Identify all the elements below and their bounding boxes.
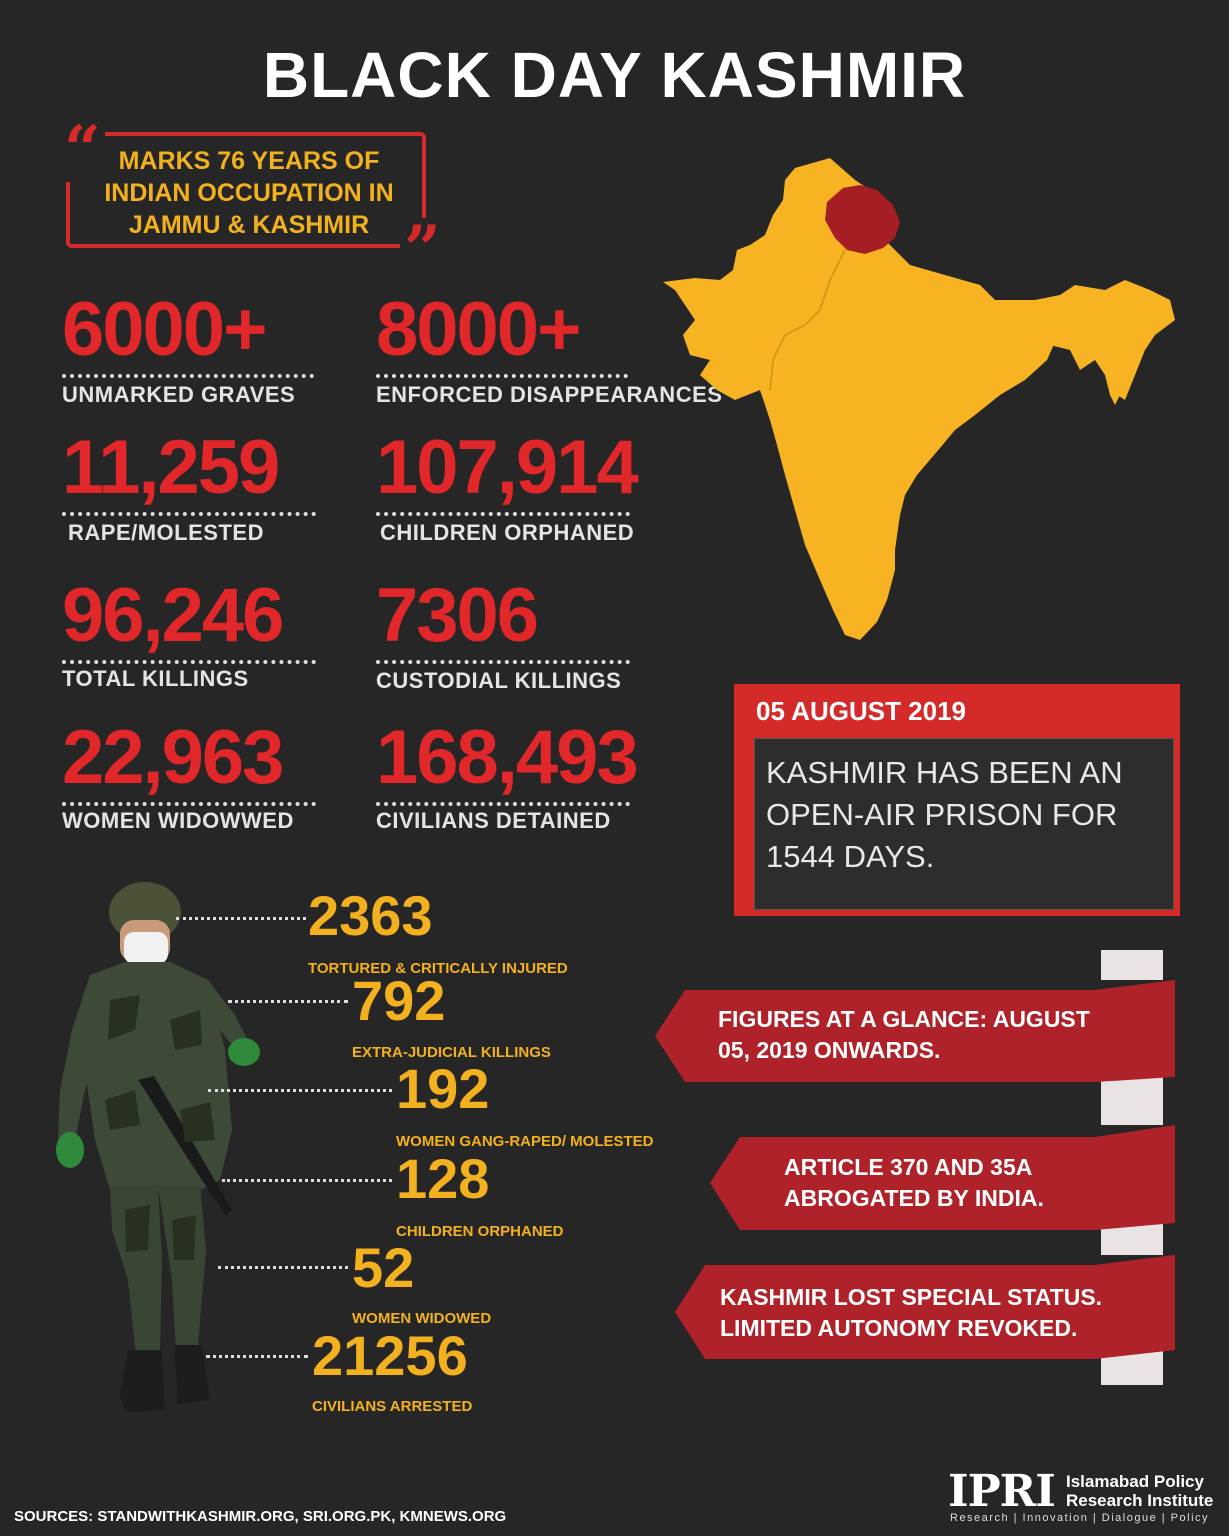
soldier-right-boot [174, 1345, 210, 1404]
figure-label: EXTRA-JUDICIAL KILLINGS [352, 1044, 551, 1061]
august-heading: 05 AUGUST 2019 [756, 696, 967, 726]
stat-value: 107,914 [376, 425, 637, 510]
page-title: BLACK DAY KASHMIR [262, 39, 967, 111]
ipri-logo: IPRI [948, 1466, 1055, 1517]
ipri-name-line2: Research Institute [1066, 1491, 1214, 1510]
figure-label: TORTURED & CRITICALLY INJURED [308, 960, 568, 977]
stat-civilians-detained [376, 715, 637, 834]
dotted-divider [62, 512, 316, 516]
ribbon-text-figures: FIGURES AT A GLANCE: AUGUST 05, 2019 ONWARDS. [718, 1006, 1090, 1063]
figure-label: CIVILIANS ARRESTED [312, 1398, 473, 1415]
dotted-divider [376, 512, 630, 516]
figure-label: WOMEN WIDOWED [352, 1310, 492, 1327]
stat-value: 22,963 [62, 715, 283, 800]
soldier-right-leg [158, 1185, 206, 1350]
quote-text: MARKS 76 YEARS OF INDIAN OCCUPATION IN JAMMU & KASHMIR [104, 147, 394, 239]
figure-value: 128 [396, 1147, 490, 1210]
dotted-divider [62, 374, 314, 378]
figure-value: 52 [352, 1236, 415, 1299]
leader-line [218, 1266, 348, 1269]
figure-value: 21256 [312, 1324, 468, 1387]
soldier-left-arm [58, 975, 98, 1145]
soldier-right-glove [228, 1038, 260, 1066]
stat-value: 8000+ [376, 287, 580, 372]
figure-label: CHILDREN ORPHANED [396, 1223, 564, 1240]
dotted-divider [376, 660, 630, 664]
ribbon-text-special-status: KASHMIR LOST SPECIAL STATUS. LIMITED AUTONOMY REVOKED. [720, 1284, 1103, 1341]
sources-text: SOURCES: STANDWITHKASHMIR.ORG, SRI.ORG.PK, KMNEWS.ORG [14, 1508, 507, 1525]
dotted-divider [376, 802, 630, 806]
pole-segment [1101, 950, 1163, 980]
stat-total-killings [62, 573, 316, 692]
figure-extra-judicial-killings [352, 969, 551, 1061]
august-text: KASHMIR HAS BEEN AN OPEN-AIR PRISON FOR 1544 DAYS. [766, 755, 1123, 874]
stat-value: 168,493 [376, 715, 637, 800]
stat-label: CIVILIANS DETAINED [376, 808, 611, 833]
stat-rape-molested [62, 425, 316, 546]
ipri-tagline: Research | Innovation | Dialogue | Policy [950, 1512, 1210, 1524]
stat-value: 11,259 [62, 425, 279, 510]
stat-label: CUSTODIAL KILLINGS [376, 668, 622, 693]
figure-women-widowed [352, 1236, 492, 1327]
figure-tortured [308, 884, 568, 977]
figure-label: WOMEN GANG-RAPED/ MOLESTED [396, 1133, 654, 1150]
soldier-left-boot [120, 1350, 164, 1412]
figure-women-gang-raped [396, 1057, 654, 1150]
leader-line [228, 1000, 348, 1003]
leader-line [176, 917, 306, 920]
leader-line [222, 1179, 392, 1182]
stat-children-orphaned [376, 425, 637, 546]
dotted-divider [376, 374, 628, 378]
stat-custodial-killings [376, 573, 630, 694]
dotted-divider [62, 660, 316, 664]
soldier-left-glove [56, 1132, 84, 1168]
india-map [655, 150, 1185, 650]
figure-value: 192 [396, 1057, 490, 1120]
soldier-mask [124, 932, 168, 964]
close-quote-icon: ” [400, 218, 445, 282]
figure-value: 792 [352, 969, 446, 1032]
pole-segment [1101, 1075, 1163, 1125]
leader-line [208, 1089, 392, 1092]
leader-line [206, 1355, 308, 1358]
map-india-shape [663, 158, 1175, 640]
stat-value: 96,246 [62, 573, 283, 658]
stat-unmarked-graves [62, 287, 314, 408]
stat-label: WOMEN WIDOWWED [62, 808, 294, 833]
stat-label: UNMARKED GRAVES [62, 382, 296, 407]
open-quote-icon: “ [60, 118, 105, 182]
stat-label: CHILDREN ORPHANED [380, 520, 635, 545]
figure-children-orphaned [396, 1147, 564, 1240]
stat-value: 7306 [376, 573, 538, 658]
soldier-illustration [50, 880, 280, 1425]
ipri-name [1066, 1472, 1213, 1510]
stat-value: 6000+ [62, 287, 266, 372]
stat-label: ENFORCED DISAPPEARANCES [376, 382, 723, 407]
figure-civilians-arrested [312, 1324, 473, 1415]
stat-label: TOTAL KILLINGS [62, 666, 249, 691]
stat-women-widowed [62, 715, 316, 834]
ribbon-text-article: ARTICLE 370 AND 35A ABROGATED BY INDIA. [784, 1154, 1044, 1211]
dotted-divider [62, 802, 316, 806]
figure-value: 2363 [308, 884, 433, 947]
stat-label: RAPE/MOLESTED [68, 520, 264, 545]
ipri-name-line1: Islamabad Policy [1066, 1472, 1204, 1491]
